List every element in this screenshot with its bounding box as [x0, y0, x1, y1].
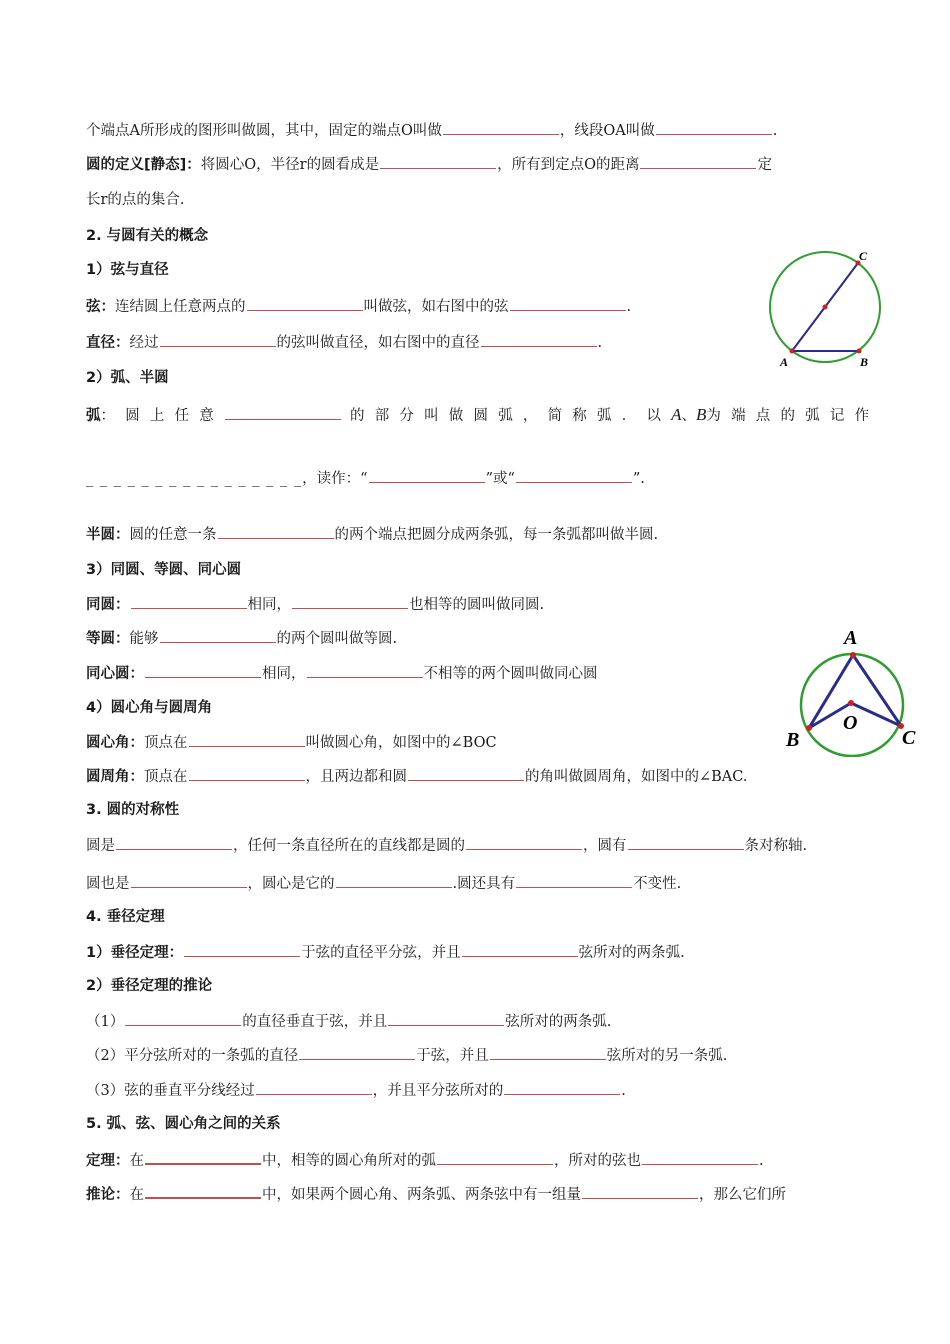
figure-chord-diameter	[760, 245, 890, 375]
figure2-point-o	[848, 700, 854, 706]
figure2-label-b: B	[786, 729, 800, 751]
figure1-center-point	[823, 305, 828, 310]
blank[interactable]	[256, 1080, 372, 1095]
blank[interactable]	[125, 1011, 241, 1026]
subheading-angles: 4）圆心角与圆周角	[86, 700, 213, 716]
blank[interactable]	[184, 942, 300, 957]
line-symmetry-2: 圆也是 ，圆心是它的 .圆还具有 不变性.	[86, 873, 681, 894]
blank[interactable]	[292, 594, 408, 609]
figure2-point-a	[850, 652, 856, 658]
blank[interactable]	[218, 524, 334, 539]
blank[interactable]	[145, 1149, 261, 1165]
blank[interactable]	[380, 154, 496, 169]
blank[interactable]	[582, 1184, 698, 1199]
section-heading-5: 5. 弧、弦、圆心角之间的关系	[86, 1116, 281, 1132]
line-central-angle: 圆心角：顶点在 叫做圆心角，如图中的∠BOC	[86, 732, 497, 753]
blank[interactable]	[145, 663, 261, 678]
blank[interactable]	[299, 1045, 415, 1060]
section-heading-4: 4. 垂径定理	[86, 909, 165, 925]
line-relation-inference: 推论：在 中，如果两个圆心角、两条弧、两条弦中有一组量 ，那么它们所	[86, 1183, 786, 1205]
line-perp-theorem: 1）垂径定理： 于弦的直径平分弦，并且 弦所对的两条弧.	[86, 942, 685, 963]
figure1-point-a	[790, 349, 795, 354]
blank[interactable]	[189, 732, 305, 747]
blank[interactable]	[504, 1080, 620, 1095]
subheading-same-circles: 3）同圆、等圆、同心圆	[86, 562, 242, 578]
blank[interactable]	[160, 332, 276, 347]
blank[interactable]	[490, 1045, 606, 1060]
line-arc: 弧：圆上任意 的部分叫做圆弧，简称弧．以A、B为端点的弧记作	[86, 405, 880, 424]
figure1-point-b	[857, 349, 862, 354]
line-inscribed-angle: 圆周角：顶点在 ，且两边都和圆 的角叫做圆周角，如图中的∠BAC.	[86, 766, 747, 787]
figure2-point-b	[806, 725, 812, 731]
figure2-label-c: C	[902, 727, 916, 749]
line-diameter: 直径：经过 的弦叫做直径，如右图中的直径 .	[86, 332, 602, 353]
figure1-label-c: C	[859, 249, 868, 263]
blank[interactable]	[160, 628, 276, 643]
line-equal-circle: 等圆：能够 的两个圆叫做等圆.	[86, 628, 397, 649]
blank[interactable]	[656, 120, 772, 135]
blank[interactable]	[628, 835, 744, 850]
line-same-circle: 同圆： 相同， 也相等的圆叫做同圆.	[86, 594, 544, 615]
section-heading-2: 2. 与圆有关的概念	[86, 228, 209, 244]
subheading-chord-diameter: 1）弦与直径	[86, 262, 169, 278]
blank[interactable]	[516, 873, 632, 888]
line-arc-notation: _ _ _ _ _ _ _ _ _ _ _ _ _ _ _ _，读作：“ ”或“ ”.	[86, 468, 645, 489]
blank[interactable]	[225, 405, 341, 420]
figure1-label-a: A	[780, 355, 789, 369]
blank[interactable]	[131, 594, 247, 609]
blank[interactable]	[466, 835, 582, 850]
figure1-label-b: B	[860, 355, 869, 369]
line-circle-static-def: 圆的定义[静态]：将圆心O，半径r的圆看成是 ，所有到定点O的距离 定	[86, 154, 772, 175]
line-relation-theorem: 定理：在 中，相等的圆心角所对的弧 ，所对的弦也 .	[86, 1149, 764, 1171]
blank[interactable]	[116, 835, 232, 850]
blank[interactable]	[437, 1150, 553, 1165]
line-corollary-3: （3）弦的垂直平分线经过 ，并且平分弦所对的 .	[86, 1080, 626, 1101]
line-circle-dynamic-def: 个端点A所形成的图形叫做圆，其中，固定的端点O叫做 ，线段OA叫做 .	[86, 120, 777, 141]
blank[interactable]	[640, 154, 756, 169]
blank[interactable]	[443, 120, 559, 135]
line-semicircle: 半圆：圆的任意一条 的两个端点把圆分成两条弧，每一条弧都叫做半圆.	[86, 524, 658, 545]
blank[interactable]	[388, 1011, 504, 1026]
section-heading-3: 3. 圆的对称性	[86, 802, 180, 818]
figure2-label-a: A	[844, 627, 858, 649]
subheading-corollary: 2）垂径定理的推论	[86, 978, 213, 994]
blank[interactable]	[642, 1150, 758, 1165]
line-symmetry-1: 圆是 ，任何一条直径所在的直线都是圆的 ，圆有 条对称轴.	[86, 835, 807, 856]
blank[interactable]	[131, 873, 247, 888]
line-corollary-2: （2）平分弦所对的一条弧的直径 于弦，并且 弦所对的另一条弧.	[86, 1045, 727, 1066]
line-static-def-cont: 长r的点的集合.	[86, 192, 185, 208]
subheading-arc: 2）弧、半圆	[86, 370, 169, 386]
blank[interactable]	[462, 942, 578, 957]
blank[interactable]	[510, 296, 626, 311]
blank[interactable]	[369, 468, 485, 483]
line-corollary-1: （1） 的直径垂直于弦，并且 弦所对的两条弧.	[86, 1011, 611, 1032]
line-chord: 弦：连结圆上任意两点的 叫做弦，如右图中的弦 .	[86, 296, 631, 317]
blank[interactable]	[336, 873, 452, 888]
blank[interactable]	[307, 663, 423, 678]
blank[interactable]	[189, 766, 305, 781]
line-concentric: 同心圆： 相同， 不相等的两个圆叫做同心圆	[86, 663, 598, 684]
blank[interactable]	[516, 468, 632, 483]
blank[interactable]	[481, 332, 597, 347]
figure2-label-o: O	[843, 712, 858, 734]
figure-central-inscribed-angle	[780, 622, 925, 757]
blank[interactable]	[145, 1183, 261, 1199]
blank[interactable]	[408, 766, 524, 781]
blank[interactable]	[247, 296, 363, 311]
